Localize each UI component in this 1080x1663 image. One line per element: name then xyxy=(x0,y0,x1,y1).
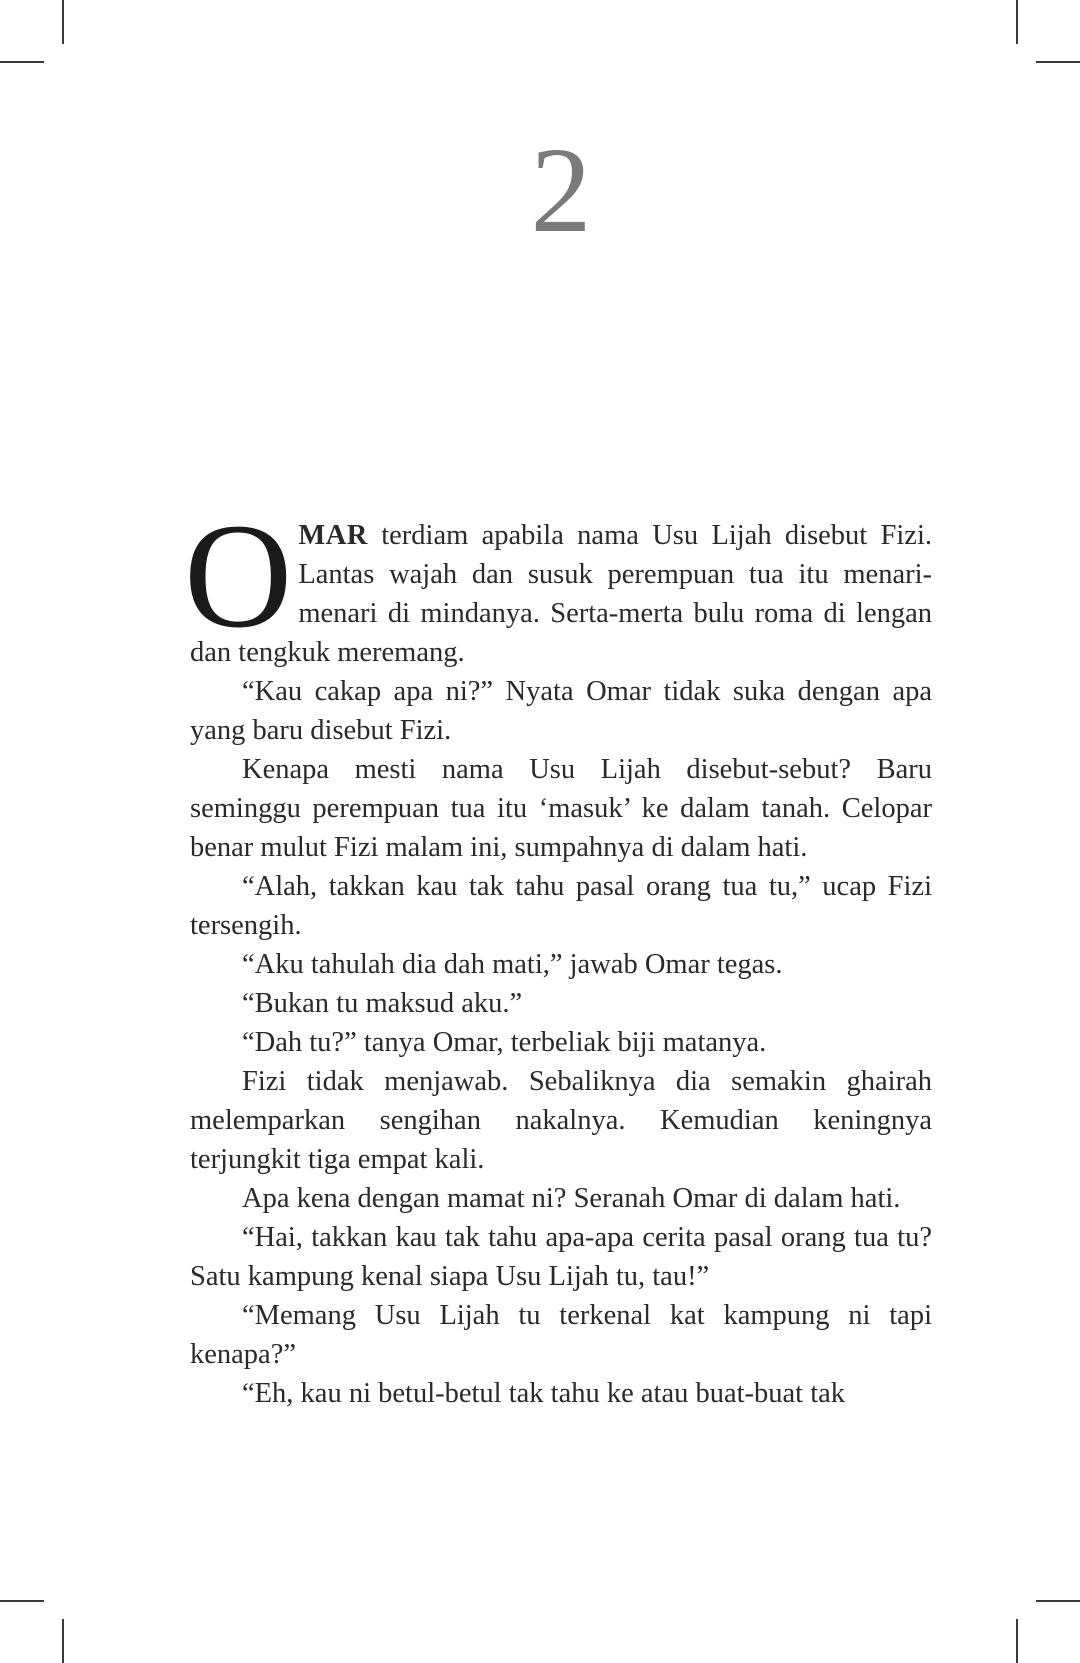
paragraph: “Dah tu?” tanya Omar, terbeliak biji matanya. xyxy=(242,1027,767,1058)
drop-cap: O xyxy=(184,493,293,659)
crop-mark-top-left-horizontal xyxy=(0,61,44,63)
paragraph: “Hai, takkan kau tak tahu apa-apa cerita pasal orang tua tu? Satu kampung kenal siapa Usu Lijah tu, tau!” xyxy=(190,1222,932,1292)
crop-mark-bottom-left-horizontal xyxy=(0,1600,44,1602)
paragraph: “Alah, takkan kau tak tahu pasal orang tua tu,” ucap Fizi tersengih. xyxy=(190,871,932,941)
paragraph: Apa kena dengan mamat ni? Seranah Omar di dalam hati. xyxy=(242,1183,901,1214)
paragraph: “Eh, kau ni betul-betul tak tahu ke atau buat-buat tak xyxy=(242,1378,846,1409)
crop-mark-top-right-horizontal xyxy=(1036,61,1080,63)
crop-mark-bottom-right-horizontal xyxy=(1036,1600,1080,1602)
crop-mark-top-right-vertical xyxy=(1016,0,1018,44)
crop-mark-bottom-right-vertical xyxy=(1016,1619,1018,1663)
paragraph: “Memang Usu Lijah tu terkenal kat kampung ni tapi kenapa?” xyxy=(190,1300,932,1370)
paragraph: Kenapa mesti nama Usu Lijah disebut-sebut? Baru seminggu perempuan tua itu ‘masuk’ ke dalam tanah. Celopar benar mulut Fizi malam ini, sumpahnya di dalam hati. xyxy=(190,754,932,863)
paragraph: “Kau cakap apa ni?” Nyata Omar tidak suka dengan apa yang baru disebut Fizi. xyxy=(190,676,932,746)
paragraph: “Aku tahulah dia dah mati,” jawab Omar tegas. xyxy=(242,949,783,980)
chapter-number: 2 xyxy=(530,123,592,258)
crop-mark-bottom-left-vertical xyxy=(62,1619,64,1663)
crop-mark-top-left-vertical xyxy=(62,0,64,44)
paragraph: Fizi tidak menjawab. Sebaliknya dia semakin ghairah melemparkan sengihan nakalnya. Kemudian keningnya terjungkit tiga empat kali. xyxy=(190,1066,932,1175)
paragraph: “Bukan tu maksud aku.” xyxy=(242,988,523,1019)
chapter-body xyxy=(184,493,932,1413)
lead-word: MAR xyxy=(298,520,368,551)
opening-paragraph-text: terdiam apabila nama Usu Lijah disebut Fizi. Lantas wajah dan susuk perempuan tua itu menari-menari di mindanya. Serta-merta bulu roma di lengan dan tengkuk meremang. xyxy=(190,520,932,668)
opening-paragraph xyxy=(184,493,932,672)
